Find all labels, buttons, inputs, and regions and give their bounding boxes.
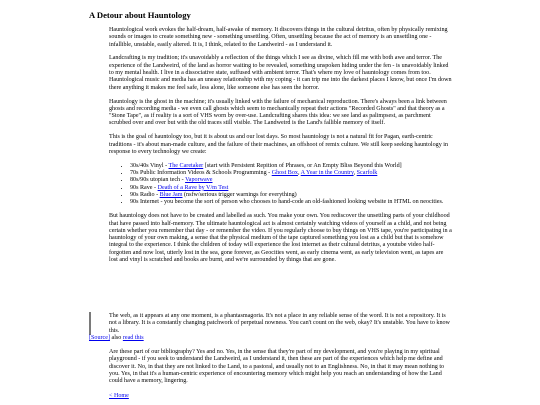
list-item: • 30s/40s Vinyl - The Caretaker [start with Persistent Repition of Phrases, or An Empty Bliss Beyond this World] bbox=[130, 163, 453, 170]
paragraph-2: Landcrafting is my tradition; it's unavoidably a reflection of the things which I see as divine, which fill me with both awe and terror. The experience of the Landweird, of the land as horror waiting to be revealed, something unspoken hiding under the fen - is unavoidably linked to my mental health. I live in a dissociative state, suffused with ambient terror. That's where my love of hauntology comes from too. Hauntological music and media has an uneasy relationship with my coping - it can trip me into the darkest places I know, but once I'm down there anything it makes me feel safe, less alone, like someone else has seen the horror. bbox=[109, 55, 452, 91]
list-item: • 80s/90s utopian tech - Vaporwave bbox=[130, 177, 453, 184]
source-line: [Source] also read this bbox=[89, 335, 144, 341]
paragraph-5: But hauntology does not have to be created and labelled as such. You make your own. You rediscover the unsettling parts of your childhood that have passed into half-memory. The ultimate hauntological act is almost certainly watching videos of yourself as a child, and not being certain whether you remember that day - or remember the video. If you regularly choose to buy things on VHS tape, you're participating in a hauntology of your own making, a sense that the physical medium of the tape captured something you lost as a child but that is somehow integral to the experience. I think the children of today will experience the lost internet as their cultural detritus, a youtube video half-forgotten and now lost, utterly lost in the sea, gone forever, as Geocities went, as early cinema went, as early television went, as tapes are lost and vinyl is scratched and books are burnt, and we're surrounded by things that are gone. bbox=[109, 213, 452, 263]
paragraph-4: This is the goal of hauntology too, but it is about us and our lost days. So most hauntology is not a natural fit for Pagan, earth-centric traditions - it's about man-made culture, and the failure of their machines, an offshoot of remix culture. We still keep seeking hauntology in response to every technology we create: bbox=[109, 134, 448, 155]
link-the-caretaker[interactable]: The Caretaker bbox=[168, 162, 204, 169]
list-item: • 90s Internet - you become the sort of person who chooses to hand-code an old-fashioned looking website in HTML on neocities. bbox=[130, 199, 453, 206]
paragraph-3: Hauntology is the ghost in the machine; it's usually linked with the failure of mechanical reproduction. There's always been a link between ghosts and recording media - we even call ghosts which seem to mechanically repeat their actions "Recorded Ghosts" and that theory as a "Stone Tape", as if reality is a sort of VHS worn by over-use. Landcrafting shares this idea: we see land as palimpsest, as parchment scrubbed over and over but with the old traces still visible. The Landweird is the Land's fallible memory of itself. bbox=[109, 98, 447, 127]
link-ghost-box[interactable]: Ghost Box bbox=[271, 170, 298, 177]
link-a-year-in-the-country[interactable]: A Year in the Country bbox=[300, 170, 354, 177]
home-link[interactable]: < Home bbox=[109, 393, 129, 399]
link-blue-jam[interactable]: Blue Jam bbox=[159, 192, 183, 199]
paragraph-6: Are these part of our bibliography? Yes and no. Yes, in the sense that they're part of my development, and you're playing in my spiritual playground - if you seek to understand the Landweird, as I understand it, then these are part of the experiences which help me define and discover it. No, in that they are not linked to the Land, to a pastoral, and usually not to an Englishness. No, in that it may mean nothing to you. Yes, in that it's a human-centric experience of encountering memory which might help you reach an understanding of how the Land could have a memory, lingering. bbox=[109, 349, 445, 385]
main-content bbox=[109, 27, 453, 271]
read-this-link[interactable]: read this bbox=[122, 335, 144, 341]
list-item: • 70s Public Information Videos & Schools Programming - Ghost Box, A Year in the Country, Scarfolk bbox=[130, 170, 453, 177]
quote-bar bbox=[89, 312, 91, 335]
paragraph-1: Hauntological work evokes the half-dream, half-awake of memory. It discovers things in the cultural detritus, often by physically remixing sounds or images to create something new - something unsettling. Often, unsettling because the act of memory is an unsettling one - infallible, unstable, easily altered. It is, I think, related to the Landweird - as I understand it. bbox=[109, 27, 448, 48]
list-item: • 90s Radio - Blue Jam (nsfw/serious trigger warnings for everything) bbox=[130, 192, 453, 199]
technology-list bbox=[109, 163, 453, 207]
link-vaporwave[interactable]: Vaporwave bbox=[185, 177, 213, 184]
quote-text: The web, as it appears at any one moment, is a phantasmagoria. It's not a place in any reliable sense of the word. It is not a repository. It is not a library. It is a constantly changing patchwork of perpetual nowness. You can't count on the web, okay? It's unstable. You have to know this. bbox=[109, 313, 450, 334]
link-death-of-a-rave[interactable]: Death of a Rave by V/m Test bbox=[157, 184, 229, 191]
source-link[interactable]: [Source] bbox=[89, 335, 110, 341]
list-item: • 90s Rave - Death of a Rave by V/m Test bbox=[130, 185, 453, 192]
page-title: A Detour about Hauntology bbox=[89, 10, 191, 20]
link-scarfolk[interactable]: Scarfolk bbox=[356, 170, 378, 177]
